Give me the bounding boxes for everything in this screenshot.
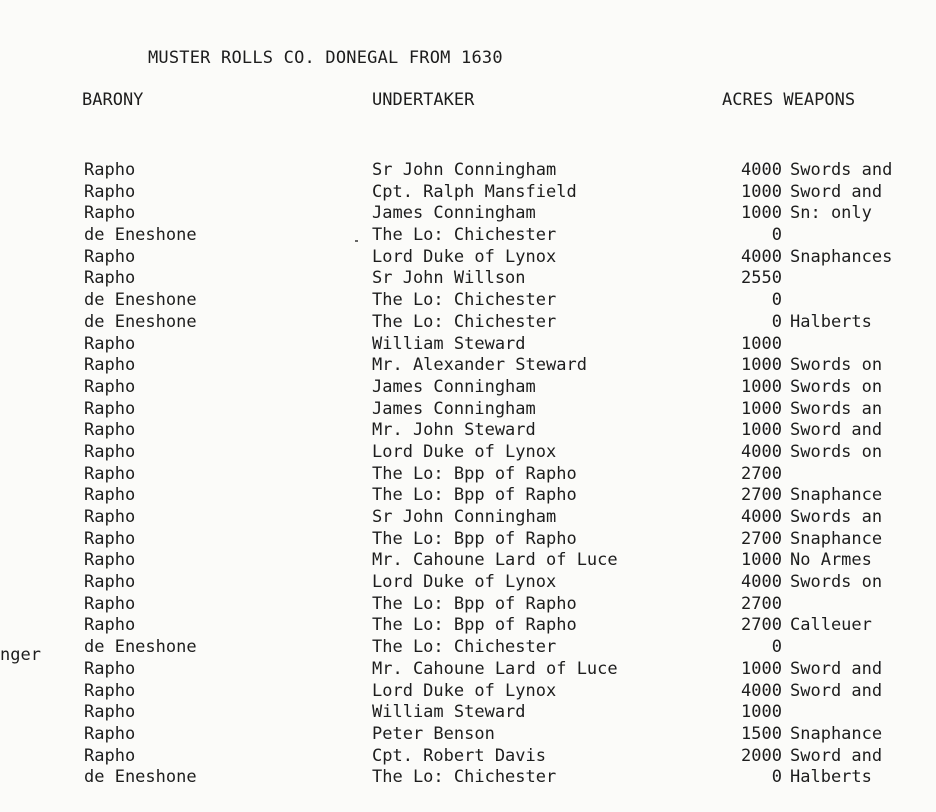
- acres-cell: 1000: [741, 420, 782, 441]
- weapons-cell: Sword and: [790, 420, 883, 441]
- acres-cell: 1500: [741, 723, 782, 744]
- weapons-cell: Snaphance: [790, 485, 883, 506]
- acres-cell: 1000: [741, 203, 782, 224]
- undertaker-cell: James Conningham: [372, 376, 536, 397]
- table-row: [0, 377, 936, 399]
- weapons-cell: Sword and: [790, 658, 883, 679]
- weapons-cell: Swords an: [790, 507, 883, 527]
- acres-cell: 2000: [741, 745, 782, 766]
- undertaker-cell: Cpt. Ralph Mansfield: [372, 181, 577, 202]
- weapons-cell: Snaphance: [790, 723, 883, 744]
- table-row: [0, 160, 936, 182]
- barony-cell: Rapho: [84, 680, 136, 701]
- acres-cell: 2700: [741, 593, 782, 614]
- barony-cell: Rapho: [84, 528, 136, 549]
- undertaker-cell: Cpt. Robert Davis: [372, 745, 546, 766]
- weapons-cell: Sword and: [790, 181, 883, 202]
- barony-cell: Rapho: [84, 181, 136, 202]
- table-row: [0, 268, 936, 290]
- weapons-cell: Swords an: [790, 398, 883, 419]
- barony-cell: Rapho: [84, 355, 136, 376]
- table-row: [0, 312, 936, 334]
- weapons-cell: Snaphances: [790, 246, 893, 267]
- table-row: [0, 702, 936, 724]
- table-row: [0, 334, 936, 356]
- barony-cell: Rapho: [84, 485, 136, 506]
- barony-cell: de Eneshone: [84, 767, 197, 788]
- undertaker-cell: Sr John Willson: [372, 268, 526, 289]
- weapons-cell: Swords and: [790, 160, 893, 180]
- undertaker-cell: Peter Benson: [372, 723, 495, 744]
- undertaker-cell: Lord Duke of Lynox: [372, 680, 557, 701]
- acres-cell: 1000: [741, 658, 782, 679]
- table-row: [0, 572, 936, 594]
- table-row: [0, 225, 936, 247]
- acres-cell: 2700: [741, 485, 782, 506]
- table-row: [0, 442, 936, 464]
- barony-cell: Rapho: [84, 376, 136, 397]
- table-row: [0, 420, 936, 442]
- table-row: [0, 529, 936, 551]
- acres-cell: 0: [771, 311, 782, 332]
- column-header-acres-weapons: ACRES WEAPONS: [722, 90, 856, 110]
- table-row: [0, 637, 936, 659]
- acres-cell: 1000: [741, 376, 782, 397]
- table-row: [0, 767, 936, 789]
- undertaker-cell: The Lo: Bpp of Rapho: [372, 593, 577, 614]
- undertaker-cell: Mr. Cahoune Lard of Luce: [372, 550, 618, 571]
- acres-cell: 4000: [741, 680, 782, 701]
- barony-cell: Rapho: [84, 268, 136, 289]
- weapons-cell: Sword and: [790, 680, 883, 701]
- barony-cell: Rapho: [84, 593, 136, 614]
- acres-cell: 2700: [741, 615, 782, 636]
- table-row: [0, 550, 936, 572]
- table-row: [0, 203, 936, 225]
- barony-cell: Rapho: [84, 463, 136, 484]
- acres-cell: 1000: [741, 550, 782, 571]
- weapons-cell: Halberts: [790, 311, 872, 332]
- acres-cell: 4000: [741, 441, 782, 462]
- page-title: MUSTER ROLLS CO. DONEGAL FROM 1630: [148, 48, 503, 68]
- undertaker-cell: Mr. Cahoune Lard of Luce: [372, 658, 618, 679]
- muster-table: [0, 160, 936, 789]
- barony-cell: de Eneshone: [84, 637, 197, 658]
- undertaker-cell: The Lo: Chichester: [372, 637, 557, 658]
- barony-cell: Rapho: [84, 507, 136, 527]
- barony-cell: Rapho: [84, 615, 136, 636]
- acres-cell: 2550: [741, 268, 782, 289]
- undertaker-cell: Mr. Alexander Steward: [372, 355, 587, 376]
- acres-cell: 4000: [741, 160, 782, 180]
- acres-cell: 1000: [741, 702, 782, 723]
- barony-cell: de Eneshone: [84, 225, 197, 246]
- undertaker-cell: Sr John Conningham: [372, 507, 557, 527]
- acres-cell: 4000: [741, 507, 782, 527]
- undertaker-cell: The Lo: Bpp of Rapho: [372, 485, 577, 506]
- barony-cell: Rapho: [84, 572, 136, 593]
- undertaker-cell: Sr John Conningham: [372, 160, 557, 180]
- table-row: [0, 290, 936, 312]
- weapons-cell: Sword and: [790, 745, 883, 766]
- acres-cell: 1000: [741, 333, 782, 354]
- weapons-cell: Swords on: [790, 355, 883, 376]
- undertaker-cell: Lord Duke of Lynox: [372, 246, 557, 267]
- weapons-cell: Sn: only: [790, 203, 872, 224]
- undertaker-cell: The Lo: Chichester: [372, 311, 557, 332]
- barony-cell: Rapho: [84, 398, 136, 419]
- barony-cell: Rapho: [84, 333, 136, 354]
- undertaker-cell: Mr. John Steward: [372, 420, 536, 441]
- table-row: [0, 485, 936, 507]
- acres-cell: 2700: [741, 463, 782, 484]
- barony-cell: Rapho: [84, 702, 136, 723]
- barony-cell: Rapho: [84, 550, 136, 571]
- acres-cell: 1000: [741, 398, 782, 419]
- acres-cell: 0: [771, 767, 782, 788]
- undertaker-cell: The Lo: Chichester: [372, 767, 557, 788]
- column-header-undertaker: UNDERTAKER: [372, 90, 475, 110]
- weapons-cell: No Armes: [790, 550, 872, 571]
- table-row: [0, 724, 936, 746]
- table-row: [0, 355, 936, 377]
- table-row: [0, 507, 936, 529]
- undertaker-cell: William Steward: [372, 702, 526, 723]
- table-row: [0, 659, 936, 681]
- barony-cell: Rapho: [84, 246, 136, 267]
- acres-cell: 2700: [741, 528, 782, 549]
- undertaker-cell: The Lo: Chichester: [372, 225, 557, 246]
- margin-fragment: nger: [0, 645, 41, 665]
- barony-cell: Rapho: [84, 745, 136, 766]
- acres-cell: 4000: [741, 572, 782, 593]
- acres-cell: 0: [771, 225, 782, 246]
- table-row: [0, 681, 936, 703]
- acres-cell: 0: [771, 637, 782, 658]
- barony-cell: de Eneshone: [84, 311, 197, 332]
- barony-cell: Rapho: [84, 420, 136, 441]
- undertaker-cell: William Steward: [372, 333, 526, 354]
- table-row: [0, 746, 936, 768]
- undertaker-cell: The Lo: Bpp of Rapho: [372, 463, 577, 484]
- column-header-barony: BARONY: [82, 90, 144, 110]
- table-row: [0, 594, 936, 616]
- barony-cell: Rapho: [84, 203, 136, 224]
- undertaker-cell: Lord Duke of Lynox: [372, 572, 557, 593]
- weapons-cell: Swords on: [790, 572, 883, 593]
- table-row: [0, 182, 936, 204]
- weapons-cell: Halberts: [790, 767, 872, 788]
- undertaker-cell: Lord Duke of Lynox: [372, 441, 557, 462]
- weapons-cell: Snaphance: [790, 528, 883, 549]
- weapons-cell: Swords on: [790, 441, 883, 462]
- table-row: [0, 464, 936, 486]
- undertaker-cell: James Conningham: [372, 398, 536, 419]
- barony-cell: Rapho: [84, 723, 136, 744]
- weapons-cell: Swords on: [790, 376, 883, 397]
- acres-cell: 1000: [741, 181, 782, 202]
- weapons-cell: Calleuer: [790, 615, 872, 636]
- barony-cell: Rapho: [84, 441, 136, 462]
- acres-cell: 1000: [741, 355, 782, 376]
- undertaker-cell: James Conningham: [372, 203, 536, 224]
- barony-cell: Rapho: [84, 160, 136, 180]
- table-row: [0, 247, 936, 269]
- undertaker-cell: The Lo: Bpp of Rapho: [372, 528, 577, 549]
- acres-cell: 0: [771, 290, 782, 311]
- barony-cell: de Eneshone: [84, 290, 197, 311]
- table-row: [0, 399, 936, 421]
- undertaker-cell: The Lo: Chichester: [372, 290, 557, 311]
- acres-cell: 4000: [741, 246, 782, 267]
- barony-cell: Rapho: [84, 658, 136, 679]
- table-row: [0, 615, 936, 637]
- undertaker-cell: The Lo: Bpp of Rapho: [372, 615, 577, 636]
